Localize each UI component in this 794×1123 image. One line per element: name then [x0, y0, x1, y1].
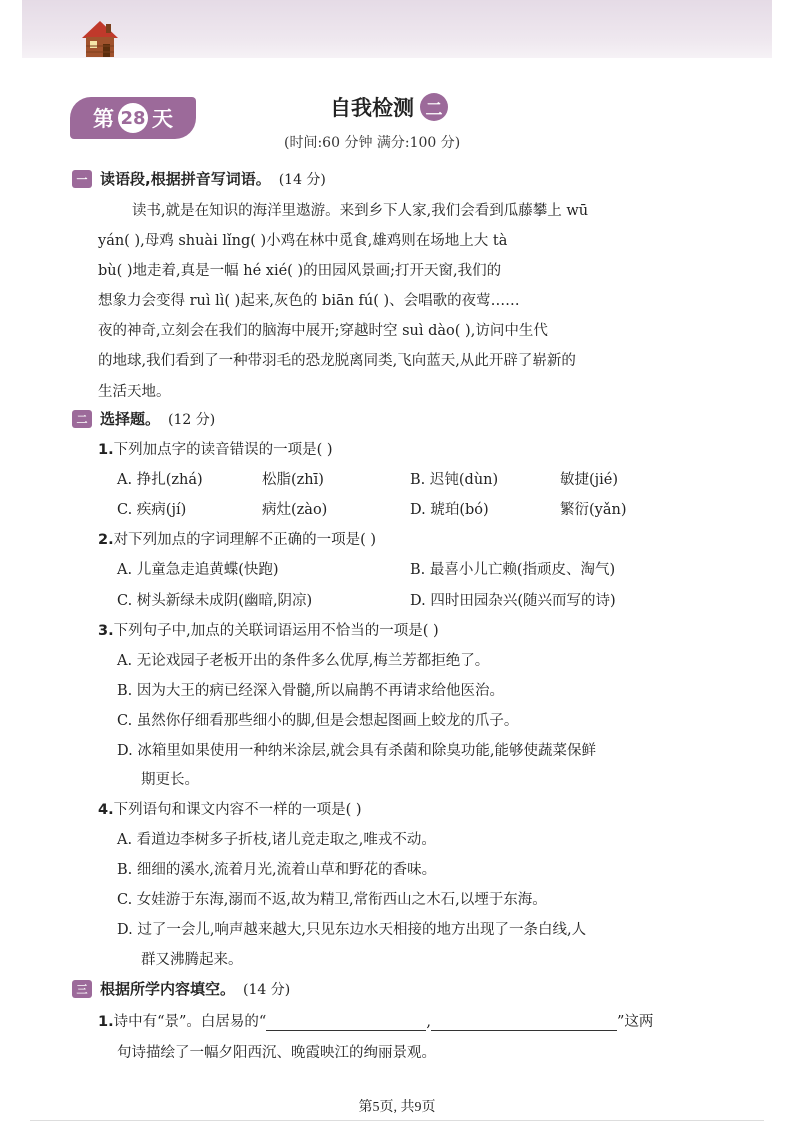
q4-option-d: D. 过了一会儿,响声越来越大,只见东边水天相接的地方出现了一条白线,人: [117, 922, 587, 938]
section-2-score: (12 分): [168, 411, 216, 428]
q3-option-c: C. 虽然你仔细看那些细小的脚,但是会想起图画上蛟龙的爪子。: [117, 713, 519, 729]
q1-option-c2: 病灶(zào): [262, 502, 328, 518]
q3-option-b: B. 因为大王的病已经深入骨髓,所以扁鹊不再请求给他医治。: [117, 683, 504, 699]
q1-number: 1.: [98, 442, 114, 458]
s1-line-7: 生活天地。: [98, 384, 171, 400]
q1-option-a2: 松脂(zhī): [262, 472, 324, 488]
title-number: 二: [420, 93, 448, 121]
q2-number: 2.: [98, 532, 114, 548]
s1-line-5: 夜的神奇,立刻会在我们的脑海中展开;穿越时空 suì dào( ),访问中生代: [98, 323, 548, 339]
top-banner: [22, 0, 772, 58]
page-footer: 第5页, 共9页: [358, 1100, 436, 1115]
section-3-score: (14 分): [243, 981, 291, 998]
s3-q1-stem-b: ”这两: [616, 1014, 654, 1030]
page-title: [330, 90, 448, 124]
section-3-title: 根据所学内容填空。: [100, 980, 236, 998]
q3-stem: [98, 619, 439, 640]
q2-stem: [98, 528, 376, 549]
q1-option-b1: B. 迟钝(dùn): [410, 472, 499, 488]
s1-line-6: 的地球,我们看到了一种带羽毛的恐龙脱离同类,飞向蓝天,从此开辟了崭新的: [98, 353, 576, 369]
q4-stem: [98, 798, 362, 819]
q2-option-b: B. 最喜小儿亡赖(指顽皮、淘气): [410, 562, 616, 578]
day-suffix: 天: [152, 107, 173, 131]
section-3-icon: 三: [72, 980, 92, 998]
q4-option-d-cont: 群又沸腾起来。: [141, 952, 243, 968]
q4-option-a: A. 看道边李树多子折枝,诸儿竞走取之,唯戎不动。: [117, 832, 436, 848]
q2-stem-text: 对下列加点的字词理解不正确的一项是( ): [113, 532, 377, 548]
section-2-icon: 二: [72, 410, 92, 428]
s1-line-4: 想象力会变得 ruì lì( )起来,灰色的 biān fú( )、会唱歌的夜莺……: [98, 293, 520, 309]
s3-q1-line-1: [98, 1010, 653, 1031]
day-badge: [70, 97, 196, 139]
q3-stem-text: 下列句子中,加点的关联词语运用不恰当的一项是( ): [113, 623, 439, 639]
s1-line-2: yán( ),母鸡 shuài lǐng( )小鸡在林中觅食,雄鸡则在场地上大 tà: [98, 233, 508, 249]
section-1-title: 读语段,根据拼音写词语。: [100, 170, 271, 188]
q1-stem-text: 下列加点字的读音错误的一项是( ): [113, 442, 333, 458]
q1-stem: [98, 438, 333, 459]
q2-option-a: A. 儿童急走追黄蝶(快跑): [117, 562, 279, 578]
s1-line-3: bù( )地走着,真是一幅 hé xié( )的田园风景画;打开天窗,我们的: [98, 263, 502, 279]
section-1-score: (14 分): [278, 171, 326, 188]
exam-meta: (时间:60 分钟 满分:100 分): [284, 135, 461, 151]
q4-stem-text: 下列语句和课文内容不一样的一项是( ): [113, 802, 362, 818]
q2-option-c: C. 树头新绿未成阴(幽暗,阴凉): [117, 593, 313, 609]
q1-option-a1: A. 挣扎(zhá): [117, 472, 203, 488]
house-icon: [80, 18, 120, 60]
q4-option-c: C. 女娃游于东海,溺而不返,故为精卫,常衔西山之木石,以堙于东海。: [117, 892, 547, 908]
day-prefix: 第: [93, 107, 114, 131]
q4-option-b: B. 细细的溪水,流着月光,流着山草和野花的香味。: [117, 862, 437, 878]
s3-q1-number: 1.: [98, 1014, 114, 1030]
q4-number: 4.: [98, 802, 114, 818]
section-1-heading: [72, 168, 326, 189]
s3-q1-line-2: 句诗描绘了一幅夕阳西沉、晚霞映江的绚丽景观。: [117, 1045, 436, 1061]
q1-option-d2: 繁衍(yǎn): [560, 502, 627, 518]
s1-line-1: 读书,就是在知识的海洋里遨游。来到乡下人家,我们会看到瓜藤攀上 wū: [132, 203, 589, 219]
day-number: 28: [118, 103, 148, 133]
s3-q1-comma: ,: [426, 1014, 431, 1030]
section-2-title: 选择题。: [100, 410, 161, 428]
title-text: 自我检测: [330, 96, 414, 120]
section-2-heading: [72, 408, 215, 429]
q3-option-d-cont: 期更长。: [141, 772, 199, 788]
footer-divider: [30, 1120, 764, 1121]
section-3-heading: [72, 978, 290, 999]
q3-option-a: A. 无论戏园子老板开出的条件多么优厚,梅兰芳都拒绝了。: [117, 653, 490, 669]
answer-blank-1[interactable]: [266, 1014, 426, 1031]
q1-option-c1: C. 疾病(jí): [117, 502, 187, 518]
q1-option-d1: D. 琥珀(bó): [410, 502, 489, 518]
answer-blank-2[interactable]: [431, 1014, 617, 1031]
q3-option-d: D. 冰箱里如果使用一种纳米涂层,就会具有杀菌和除臭功能,能够使蔬菜保鲜: [117, 743, 597, 759]
q3-number: 3.: [98, 623, 114, 639]
q2-option-d: D. 四时田园杂兴(随兴而写的诗): [410, 593, 616, 609]
section-1-icon: 一: [72, 170, 92, 188]
q1-option-b2: 敏捷(jié): [560, 472, 619, 488]
s3-q1-stem-a: 诗中有“景”。白居易的“: [113, 1014, 267, 1030]
